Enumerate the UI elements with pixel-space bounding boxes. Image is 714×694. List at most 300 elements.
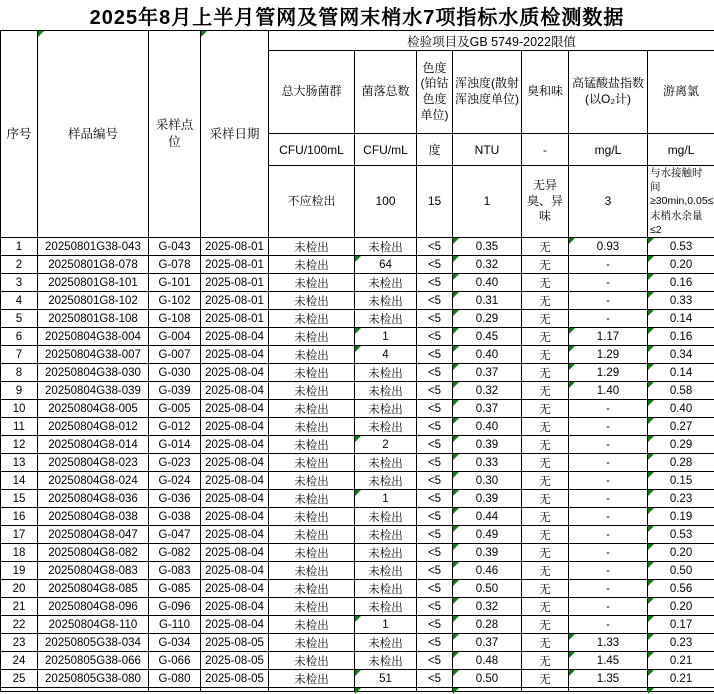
excel-flag-icon <box>355 616 361 622</box>
cell-color <box>417 688 453 692</box>
cell-seq: 5 <box>1 310 38 328</box>
cell-seq: 1 <box>1 238 38 256</box>
cell-sampling-date: 2025-08-05 <box>201 670 269 688</box>
cell-color: <5 <box>417 580 453 598</box>
cell-odor: 无 <box>522 418 569 436</box>
cell-sample-id: 20250801G38-043 <box>38 238 149 256</box>
cell-sampling-point: G-083 <box>149 562 201 580</box>
param-odor: 臭和味 <box>522 51 569 134</box>
cell-permanganate: 0.93 <box>569 238 648 256</box>
cell-sampling-point: G-078 <box>149 256 201 274</box>
cell-sampling-point: G-005 <box>149 400 201 418</box>
col-header-sampling-point: 采样点位 <box>149 31 201 238</box>
excel-flag-icon <box>355 490 361 496</box>
excel-flag-icon <box>569 670 575 676</box>
excel-flag-icon <box>648 508 654 514</box>
excel-flag-icon <box>648 490 654 496</box>
excel-flag-icon <box>38 31 44 37</box>
cell-turbidity: 0.32 <box>453 256 522 274</box>
cell-colony-count: 未检出 <box>355 508 417 526</box>
cell-sampling-date: 2025-08-04 <box>201 562 269 580</box>
limit-colony-count: 100 <box>355 166 417 238</box>
param-coliform: 总大肠菌群 <box>269 51 355 134</box>
cell-sample-id: 20250801G8-101 <box>38 274 149 292</box>
cell-coliform: 未检出 <box>269 652 355 670</box>
cell-sample-id: 20250804G8-036 <box>38 490 149 508</box>
cell-coliform: 未检出 <box>269 328 355 346</box>
cell-free-chlorine: 0.56 <box>648 580 714 598</box>
excel-flag-icon <box>453 436 459 442</box>
table-row <box>1 580 714 598</box>
excel-flag-icon <box>453 346 459 352</box>
col-header-sampling-date <box>201 31 269 238</box>
cell-sample-id: 20250804G8-085 <box>38 580 149 598</box>
table-row <box>1 382 714 400</box>
table-row <box>1 274 714 292</box>
excel-flag-icon <box>355 256 361 262</box>
cell-sample-id: 20250804G8-012 <box>38 418 149 436</box>
table-row-partial <box>1 688 714 692</box>
cell-sampling-point: G-085 <box>149 580 201 598</box>
cell-coliform: 未检出 <box>269 508 355 526</box>
cell-coliform: 未检出 <box>269 292 355 310</box>
cell-sampling-point: G-039 <box>149 382 201 400</box>
cell-seq: 18 <box>1 544 38 562</box>
cell-colony-count: 未检出 <box>355 382 417 400</box>
table-row <box>1 652 714 670</box>
cell-turbidity: 0.50 <box>453 580 522 598</box>
excel-flag-icon <box>648 634 654 640</box>
table-row <box>1 292 714 310</box>
cell-free-chlorine: 0.27 <box>648 418 714 436</box>
excel-flag-icon <box>453 490 459 496</box>
param-free-chlorine: 游离氯 <box>648 51 714 134</box>
cell-turbidity: 0.37 <box>453 400 522 418</box>
cell-colony-count: 未检出 <box>355 580 417 598</box>
cell-turbidity: 0.45 <box>453 328 522 346</box>
param-colony-count: 菌落总数 <box>355 51 417 134</box>
excel-flag-icon <box>453 544 459 550</box>
cell-permanganate: - <box>569 526 648 544</box>
cell-colony-count: 1 <box>355 328 417 346</box>
cell-sampling-date: 2025-08-01 <box>201 292 269 310</box>
cell-free-chlorine: 0.53 <box>648 238 714 256</box>
param-permanganate: 高锰酸盐指数(以O₂计) <box>569 51 648 134</box>
cell-sample-id: 20250804G38-007 <box>38 346 149 364</box>
cell-odor: 无 <box>522 472 569 490</box>
cell-permanganate: - <box>569 256 648 274</box>
excel-flag-icon <box>355 670 361 676</box>
cell-odor: 无 <box>522 238 569 256</box>
cell-coliform: 未检出 <box>269 454 355 472</box>
cell-sample-id: 20250801G8-078 <box>38 256 149 274</box>
cell-free-chlorine: 0.14 <box>648 364 714 382</box>
cell-sampling-point <box>149 688 201 692</box>
cell-free-chlorine: 0.23 <box>648 490 714 508</box>
excel-flag-icon <box>453 274 459 280</box>
cell-color: <5 <box>417 328 453 346</box>
cell-turbidity: 0.35 <box>453 238 522 256</box>
cell-permanganate: 1.17 <box>569 328 648 346</box>
cell-sampling-point: G-047 <box>149 526 201 544</box>
cell-sampling-date: 2025-08-04 <box>201 472 269 490</box>
cell-sampling-date: 2025-08-04 <box>201 364 269 382</box>
unit-permanganate: mg/L <box>569 134 648 166</box>
cell-odor: 无 <box>522 544 569 562</box>
cell-coliform: 未检出 <box>269 670 355 688</box>
cell-seq: 21 <box>1 598 38 616</box>
cell-coliform: 未检出 <box>269 256 355 274</box>
cell-color: <5 <box>417 616 453 634</box>
cell-sampling-date: 2025-08-04 <box>201 508 269 526</box>
excel-flag-icon <box>648 688 654 694</box>
table-row <box>1 526 714 544</box>
cell-sampling-point: G-096 <box>149 598 201 616</box>
cell-turbidity: 0.30 <box>453 472 522 490</box>
cell-sampling-date: 2025-08-04 <box>201 418 269 436</box>
cell-seq: 12 <box>1 436 38 454</box>
cell-permanganate: - <box>569 418 648 436</box>
excel-flag-icon <box>648 436 654 442</box>
cell-color: <5 <box>417 382 453 400</box>
cell-free-chlorine: 0.33 <box>648 292 714 310</box>
cell-colony-count: 2 <box>355 436 417 454</box>
cell-sampling-point: G-102 <box>149 292 201 310</box>
cell-sample-id: 20250804G8-082 <box>38 544 149 562</box>
cell-permanganate: - <box>569 508 648 526</box>
cell-turbidity: 0.44 <box>453 508 522 526</box>
cell-permanganate: - <box>569 274 648 292</box>
cell-sampling-date: 2025-08-04 <box>201 544 269 562</box>
cell-coliform: 未检出 <box>269 382 355 400</box>
cell-colony-count: 未检出 <box>355 292 417 310</box>
cell-free-chlorine: 0.23 <box>648 634 714 652</box>
cell-colony-count: 1 <box>355 616 417 634</box>
limit-free-chlorine: 与水接触时间≥30min,0.05≤末梢水余量≤2 <box>648 166 714 238</box>
cell-odor: 无 <box>522 274 569 292</box>
cell-sampling-date: 2025-08-04 <box>201 580 269 598</box>
cell-odor: 无 <box>522 400 569 418</box>
excel-flag-icon <box>453 508 459 514</box>
cell-colony-count: 4 <box>355 346 417 364</box>
cell-odor: 无 <box>522 292 569 310</box>
table-row <box>1 346 714 364</box>
cell-turbidity: 0.46 <box>453 562 522 580</box>
table-row <box>1 238 714 256</box>
excel-flag-icon <box>648 472 654 478</box>
excel-flag-icon <box>569 652 575 658</box>
cell-sampling-date: 2025-08-05 <box>201 634 269 652</box>
cell-coliform: 未检出 <box>269 274 355 292</box>
cell-coliform: 未检出 <box>269 436 355 454</box>
cell-seq: 20 <box>1 580 38 598</box>
cell-permanganate: - <box>569 454 648 472</box>
cell-coliform: 未检出 <box>269 634 355 652</box>
excel-flag-icon <box>648 238 654 244</box>
cell-colony-count: 未检出 <box>355 652 417 670</box>
table-row <box>1 418 714 436</box>
cell-permanganate: - <box>569 562 648 580</box>
cell-sampling-date: 2025-08-04 <box>201 436 269 454</box>
excel-flag-icon <box>648 544 654 550</box>
cell-free-chlorine: 0.28 <box>648 454 714 472</box>
cell-color: <5 <box>417 310 453 328</box>
excel-flag-icon <box>453 328 459 334</box>
cell-odor: 无 <box>522 328 569 346</box>
excel-flag-icon <box>648 562 654 568</box>
table-body <box>1 238 714 692</box>
table-row <box>1 454 714 472</box>
cell-seq: 9 <box>1 382 38 400</box>
excel-flag-icon <box>569 364 575 370</box>
cell-odor: 无 <box>522 310 569 328</box>
cell-turbidity: 0.39 <box>453 436 522 454</box>
table-row <box>1 562 714 580</box>
cell-colony-count: 未检出 <box>355 274 417 292</box>
unit-colony-count: CFU/mL <box>355 134 417 166</box>
excel-flag-icon <box>355 688 361 694</box>
cell-coliform: 未检出 <box>269 418 355 436</box>
cell-permanganate: 1.29 <box>569 364 648 382</box>
cell-seq: 14 <box>1 472 38 490</box>
excel-flag-icon <box>453 652 459 658</box>
cell-sampling-point: G-108 <box>149 310 201 328</box>
cell-sampling-date: 2025-08-04 <box>201 616 269 634</box>
cell-seq: 7 <box>1 346 38 364</box>
table-row <box>1 508 714 526</box>
table-row <box>1 490 714 508</box>
cell-free-chlorine: 0.21 <box>648 670 714 688</box>
cell-free-chlorine: 0.21 <box>648 652 714 670</box>
cell-odor: 无 <box>522 598 569 616</box>
cell-sampling-point: G-038 <box>149 508 201 526</box>
cell-odor: 无 <box>522 580 569 598</box>
excel-flag-icon <box>453 310 459 316</box>
cell-free-chlorine: 0.40 <box>648 400 714 418</box>
cell-permanganate <box>569 688 648 692</box>
cell-sampling-date: 2025-08-04 <box>201 598 269 616</box>
table-row <box>1 364 714 382</box>
cell-sampling-date: 2025-08-04 <box>201 490 269 508</box>
table-row <box>1 310 714 328</box>
excel-flag-icon <box>453 670 459 676</box>
cell-turbidity: 0.40 <box>453 346 522 364</box>
cell-sampling-point: G-101 <box>149 274 201 292</box>
col-header-sample-id <box>38 31 149 238</box>
cell-permanganate: - <box>569 580 648 598</box>
cell-permanganate: - <box>569 490 648 508</box>
excel-flag-icon <box>648 598 654 604</box>
cell-odor: 无 <box>522 490 569 508</box>
excel-flag-icon <box>648 256 654 262</box>
cell-coliform: 未检出 <box>269 490 355 508</box>
cell-free-chlorine: 0.20 <box>648 256 714 274</box>
cell-color: <5 <box>417 436 453 454</box>
limit-permanganate: 3 <box>569 166 648 238</box>
cell-free-chlorine: 0.19 <box>648 508 714 526</box>
cell-odor: 无 <box>522 670 569 688</box>
cell-coliform: 未检出 <box>269 526 355 544</box>
cell-permanganate: 1.35 <box>569 670 648 688</box>
cell-seq: 19 <box>1 562 38 580</box>
cell-color: <5 <box>417 418 453 436</box>
col-header-seq: 序号 <box>1 31 38 238</box>
cell-sample-id: 20250804G8-083 <box>38 562 149 580</box>
cell-turbidity: 0.31 <box>453 292 522 310</box>
cell-turbidity: 0.39 <box>453 490 522 508</box>
cell-color: <5 <box>417 526 453 544</box>
cell-colony-count: 64 <box>355 256 417 274</box>
cell-free-chlorine <box>648 688 714 692</box>
cell-coliform: 未检出 <box>269 346 355 364</box>
excel-flag-icon <box>453 526 459 532</box>
table-row <box>1 400 714 418</box>
excel-flag-icon <box>453 454 459 460</box>
excel-flag-icon <box>453 634 459 640</box>
cell-color: <5 <box>417 364 453 382</box>
col-header-sampling-date-label: 采样日期 <box>209 127 259 141</box>
table-row <box>1 328 714 346</box>
table-row <box>1 436 714 454</box>
cell-sample-id: 20250804G38-039 <box>38 382 149 400</box>
cell-colony-count <box>355 688 417 692</box>
excel-flag-icon <box>453 256 459 262</box>
cell-turbidity <box>453 688 522 692</box>
cell-seq: 2 <box>1 256 38 274</box>
cell-seq: 10 <box>1 400 38 418</box>
cell-coliform: 未检出 <box>269 580 355 598</box>
excel-flag-icon <box>648 418 654 424</box>
cell-colony-count: 1 <box>355 490 417 508</box>
excel-flag-icon <box>648 454 654 460</box>
cell-coliform: 未检出 <box>269 400 355 418</box>
cell-permanganate: 1.40 <box>569 382 648 400</box>
cell-sampling-date: 2025-08-04 <box>201 454 269 472</box>
cell-color: <5 <box>417 400 453 418</box>
excel-flag-icon <box>648 526 654 532</box>
excel-flag-icon <box>648 580 654 586</box>
cell-free-chlorine: 0.14 <box>648 310 714 328</box>
cell-sample-id: 20250804G8-024 <box>38 472 149 490</box>
cell-sampling-date: 2025-08-04 <box>201 526 269 544</box>
cell-coliform: 未检出 <box>269 616 355 634</box>
cell-odor: 无 <box>522 562 569 580</box>
cell-coliform: 未检出 <box>269 598 355 616</box>
excel-flag-icon <box>648 364 654 370</box>
cell-sample-id: 20250801G8-108 <box>38 310 149 328</box>
cell-colony-count: 未检出 <box>355 598 417 616</box>
excel-flag-icon <box>201 31 207 37</box>
cell-odor: 无 <box>522 436 569 454</box>
cell-sampling-point: G-036 <box>149 490 201 508</box>
cell-free-chlorine: 0.16 <box>648 274 714 292</box>
cell-seq: 8 <box>1 364 38 382</box>
excel-flag-icon <box>569 634 575 640</box>
cell-permanganate: - <box>569 544 648 562</box>
cell-sample-id: 20250804G8-047 <box>38 526 149 544</box>
excel-flag-icon <box>648 346 654 352</box>
cell-sampling-point: G-012 <box>149 418 201 436</box>
cell-seq: 15 <box>1 490 38 508</box>
cell-seq: 13 <box>1 454 38 472</box>
cell-sampling-point: G-066 <box>149 652 201 670</box>
cell-sampling-date <box>201 688 269 692</box>
cell-odor: 无 <box>522 382 569 400</box>
cell-sampling-date: 2025-08-04 <box>201 382 269 400</box>
cell-color: <5 <box>417 598 453 616</box>
cell-turbidity: 0.28 <box>453 616 522 634</box>
cell-turbidity: 0.40 <box>453 418 522 436</box>
cell-color: <5 <box>417 508 453 526</box>
table-row <box>1 598 714 616</box>
cell-odor: 无 <box>522 454 569 472</box>
cell-free-chlorine: 0.58 <box>648 382 714 400</box>
cell-sample-id: 20250804G8-096 <box>38 598 149 616</box>
excel-flag-icon <box>648 652 654 658</box>
excel-flag-icon <box>453 580 459 586</box>
cell-sampling-date: 2025-08-01 <box>201 256 269 274</box>
cell-permanganate: 1.45 <box>569 652 648 670</box>
water-quality-table <box>0 30 714 692</box>
cell-coliform: 未检出 <box>269 310 355 328</box>
cell-permanganate: - <box>569 292 648 310</box>
excel-flag-icon <box>355 346 361 352</box>
excel-flag-icon <box>648 670 654 676</box>
excel-flag-icon <box>648 274 654 280</box>
cell-color: <5 <box>417 292 453 310</box>
cell-free-chlorine: 0.15 <box>648 472 714 490</box>
excel-flag-icon <box>569 238 575 244</box>
cell-permanganate: - <box>569 436 648 454</box>
cell-sample-id: 20250804G8-023 <box>38 454 149 472</box>
excel-flag-icon <box>648 292 654 298</box>
table-row <box>1 544 714 562</box>
cell-seq: 6 <box>1 328 38 346</box>
cell-seq: 11 <box>1 418 38 436</box>
cell-seq: 17 <box>1 526 38 544</box>
cell-sampling-date: 2025-08-01 <box>201 274 269 292</box>
cell-sampling-date: 2025-08-04 <box>201 346 269 364</box>
table-row <box>1 616 714 634</box>
cell-permanganate: - <box>569 310 648 328</box>
cell-free-chlorine: 0.53 <box>648 526 714 544</box>
excel-flag-icon <box>453 562 459 568</box>
cell-odor: 无 <box>522 526 569 544</box>
cell-coliform: 未检出 <box>269 472 355 490</box>
cell-odor <box>522 688 569 692</box>
cell-sampling-point: G-043 <box>149 238 201 256</box>
cell-sample-id: 20250801G8-102 <box>38 292 149 310</box>
excel-flag-icon <box>453 292 459 298</box>
cell-sampling-date: 2025-08-05 <box>201 652 269 670</box>
cell-free-chlorine: 0.34 <box>648 346 714 364</box>
cell-sampling-point: G-004 <box>149 328 201 346</box>
excel-flag-icon <box>453 400 459 406</box>
excel-flag-icon <box>453 598 459 604</box>
cell-sampling-point: G-030 <box>149 364 201 382</box>
cell-sampling-date: 2025-08-01 <box>201 238 269 256</box>
excel-flag-icon <box>648 310 654 316</box>
cell-sampling-date: 2025-08-04 <box>201 328 269 346</box>
cell-turbidity: 0.37 <box>453 364 522 382</box>
cell-seq: 3 <box>1 274 38 292</box>
excel-flag-icon <box>453 238 459 244</box>
cell-colony-count: 未检出 <box>355 454 417 472</box>
cell-color: <5 <box>417 256 453 274</box>
cell-sampling-point: G-034 <box>149 634 201 652</box>
cell-free-chlorine: 0.50 <box>648 562 714 580</box>
cell-colony-count: 未检出 <box>355 526 417 544</box>
